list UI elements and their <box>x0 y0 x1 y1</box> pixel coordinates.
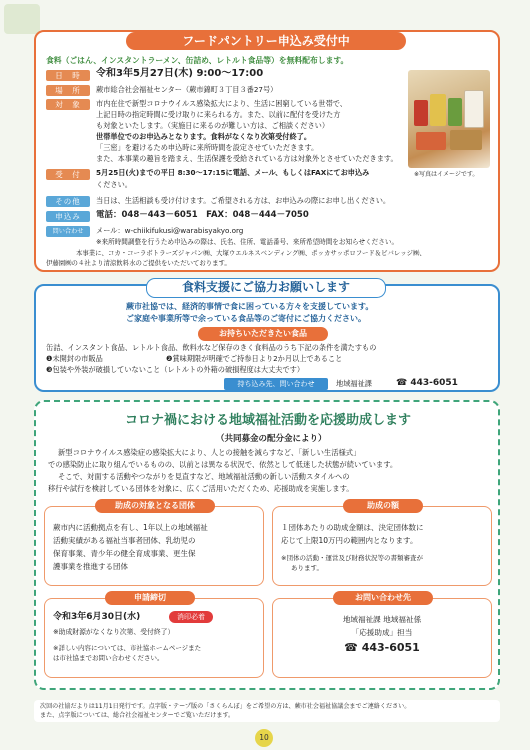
food-support-title: 食料支援にご協力お願いします <box>146 278 386 298</box>
inquiry-line: 「応援助成」担当 <box>351 628 413 637</box>
target-line: 「三密」を避けるため申込時に来所時間を設定させていただきます。 <box>96 143 319 152</box>
grant-amount-note: ※団体の活動・運営及び財務状況等の書類審査が <box>281 554 423 562</box>
grant-amount-note: あります。 <box>291 564 323 572</box>
deadline-note: ※詳しい内容については、市社協ホームページまた <box>53 644 202 652</box>
photo-caption: ※写真はイメージです。 <box>414 171 479 178</box>
place-label: 場 所 <box>46 85 90 96</box>
footer-notice <box>34 700 500 722</box>
contact-tel: ☎ 443-6051 <box>396 378 458 388</box>
wanted-foods-text: 缶詰、インスタント食品、レトルト食品、飲料水など保存のきく食料品のうち下記の条件を満たすもの <box>46 343 377 352</box>
grant-amount-line: １団体あたりの助成金額は、決定団体数に <box>281 523 424 532</box>
food-pantry-headline: 食料（ごはん、インスタントラーメン、缶詰め、レトルト食品等）を無料配布します。 <box>46 56 349 65</box>
support-intro: 蕨市社協では、経済的事情で食に困っている方々を支援しています。 <box>126 302 374 311</box>
inquiry-box-label: お問い合わせ先 <box>333 591 433 605</box>
target-groups-box <box>44 501 264 586</box>
other-label: その他 <box>46 196 90 207</box>
pantry-note: ※来所時間調整を行うため申込みの際は、氏名、住所、電話番号、来所希望時間をお知らせください。 <box>96 238 399 246</box>
target-line: 上記日時の指定時間に受け取りに来られる方。また、以前に配付を受けた方 <box>96 110 341 119</box>
grant-subtitle: （共同募金の配分金により） <box>216 434 327 444</box>
grant-amount-box <box>272 501 492 586</box>
target-groups-line: 護事業を推進する団体 <box>53 562 128 571</box>
food-pantry-title: フードパントリー申込み受付中 <box>126 32 406 50</box>
deadline-date: 令和3年6月30日(水) <box>53 612 141 622</box>
contact-label: 持ち込み先、問い合わせ <box>224 378 328 390</box>
target-groups-line: 活動実績がある福祉当事者団体、乳幼児の <box>53 536 196 545</box>
inquiry-box <box>272 593 492 678</box>
sponsor-line: 本事業に、コカ・コーラボトラーズジャパン㈱、大塚ウエルネスベンディング㈱、ポッカサッポロフード＆ビバレッジ㈱、 <box>76 249 426 257</box>
deadline-label: 申請締切 <box>105 591 195 605</box>
inquiry-email[interactable]: メール：w-chiikifukusi@warabisyakyo.org <box>96 226 244 235</box>
target-line: 世帯単位でのお申込みとなります。食料がなくなり次第受付終了。 <box>96 132 312 141</box>
inquiry-label: 問い合わせ <box>46 226 90 237</box>
grant-body-line: での感染防止に取り組んでいるものの、以前とは異なる状況で、依然として低迷した状態が続いています。 <box>48 460 398 469</box>
grant-body-line: 移行や試行を検討している団体を対象に、広くご活用いただくため、応援助成を実施します。 <box>48 484 354 493</box>
target-groups-label: 助成の対象となる団体 <box>95 499 215 513</box>
deadline-box <box>44 593 264 678</box>
target-line: 市内在住で新型コロナウイルス感染拡大により、生活に困窮している世帯で、 <box>96 99 347 108</box>
grant-body-line: そこで、対面する活動やつながりを見直すなど、地域福祉活動の新しい活動スタイルへの <box>58 472 350 481</box>
corner-decoration <box>4 4 40 34</box>
date-label: 日 時 <box>46 70 90 81</box>
inquiry-line: 地域福祉課 地域福祉係 <box>342 615 422 624</box>
contact-dept: 地域福祉課 <box>336 379 372 388</box>
reception-label: 受 付 <box>46 169 90 180</box>
target-line: また、本事業の趣旨を踏まえ、生活保護を受給されている方は対象外とさせていただきます。 <box>96 154 398 163</box>
target-line: も対象といたします。（実施日に来るのが難しい方は、ご相談ください） <box>96 121 330 130</box>
condition-item: ❷賞味期限が明確でご持参日より2か月以上であること <box>166 354 343 363</box>
footer-line: 次回の社協だよりは11月1日発行です。点字版・テープ版の「さくらんぼ」をご希望の方は、蕨市社会福祉協議会までご連絡ください。 <box>40 703 411 710</box>
date-value: 令和3年5月27日(木) 9:00～17:00 <box>96 68 264 79</box>
apply-label: 申込み <box>46 211 90 222</box>
food-photo <box>408 70 490 168</box>
page-number: 10 <box>255 729 273 747</box>
target-groups-line: 蕨市内に活動拠点を有し、1年以上の地域福祉 <box>53 523 208 532</box>
grant-amount-line: 応じて上限10万円の範囲内となります。 <box>281 536 418 545</box>
condition-item: ❸包装や外装が破損していないこと（レトルトの外箱の破損程度は大丈夫です） <box>46 365 305 374</box>
corona-grant-section <box>34 400 500 690</box>
grant-title: コロナ禍における地域福祉活動を応援助成します <box>66 410 470 432</box>
reception-line: ください。 <box>96 180 132 189</box>
target-label: 対 象 <box>46 99 90 110</box>
condition-item: ❶未開封の市販品 <box>46 354 103 363</box>
other-value: 当日は、生活相談も受け付けます。ご希望される方は、お申込みの際にお申し出ください。 <box>96 196 391 205</box>
deadline-line: ※助成財源がなくなり次第、受付終了） <box>53 628 175 636</box>
grant-amount-label: 助成の額 <box>343 499 423 513</box>
place-value: 蕨市総合社会福祉センター（蕨市錦町３丁目３番27号） <box>96 85 278 94</box>
food-support-section <box>34 280 500 392</box>
inquiry-tel: ☎ 443-6051 <box>344 641 420 654</box>
deadline-note: は市社協までお問い合わせください。 <box>53 654 164 662</box>
reception-line: 5月25日(火)までの平日 8:30～17:15に電話、メール、もしくはFAXにてお申込み <box>96 168 370 177</box>
apply-value: 電話：048－443－6051 FAX：048－444－7050 <box>96 210 309 220</box>
target-groups-line: 保育事業、青少年の健全育成事業、更生保 <box>53 549 196 558</box>
sponsor-line: 伊藤園㈱の４社より清涼飲料水のご提供をいただいております。 <box>46 259 231 267</box>
footer-line: また、点字版については、総合社会福祉センターでご覧いただけます。 <box>40 712 235 719</box>
deadline-badge: 消印必着 <box>169 611 213 623</box>
support-intro: ご家庭や事業所等で余っている食品等のご寄付にご協力ください。 <box>126 314 366 323</box>
grant-body-line: 新型コロナウイルス感染症の感染拡大により、人との接触を減らすなど、「新しい生活様式」 <box>58 448 361 457</box>
wanted-foods-label: お持ちいただきたい食品 <box>198 327 328 341</box>
